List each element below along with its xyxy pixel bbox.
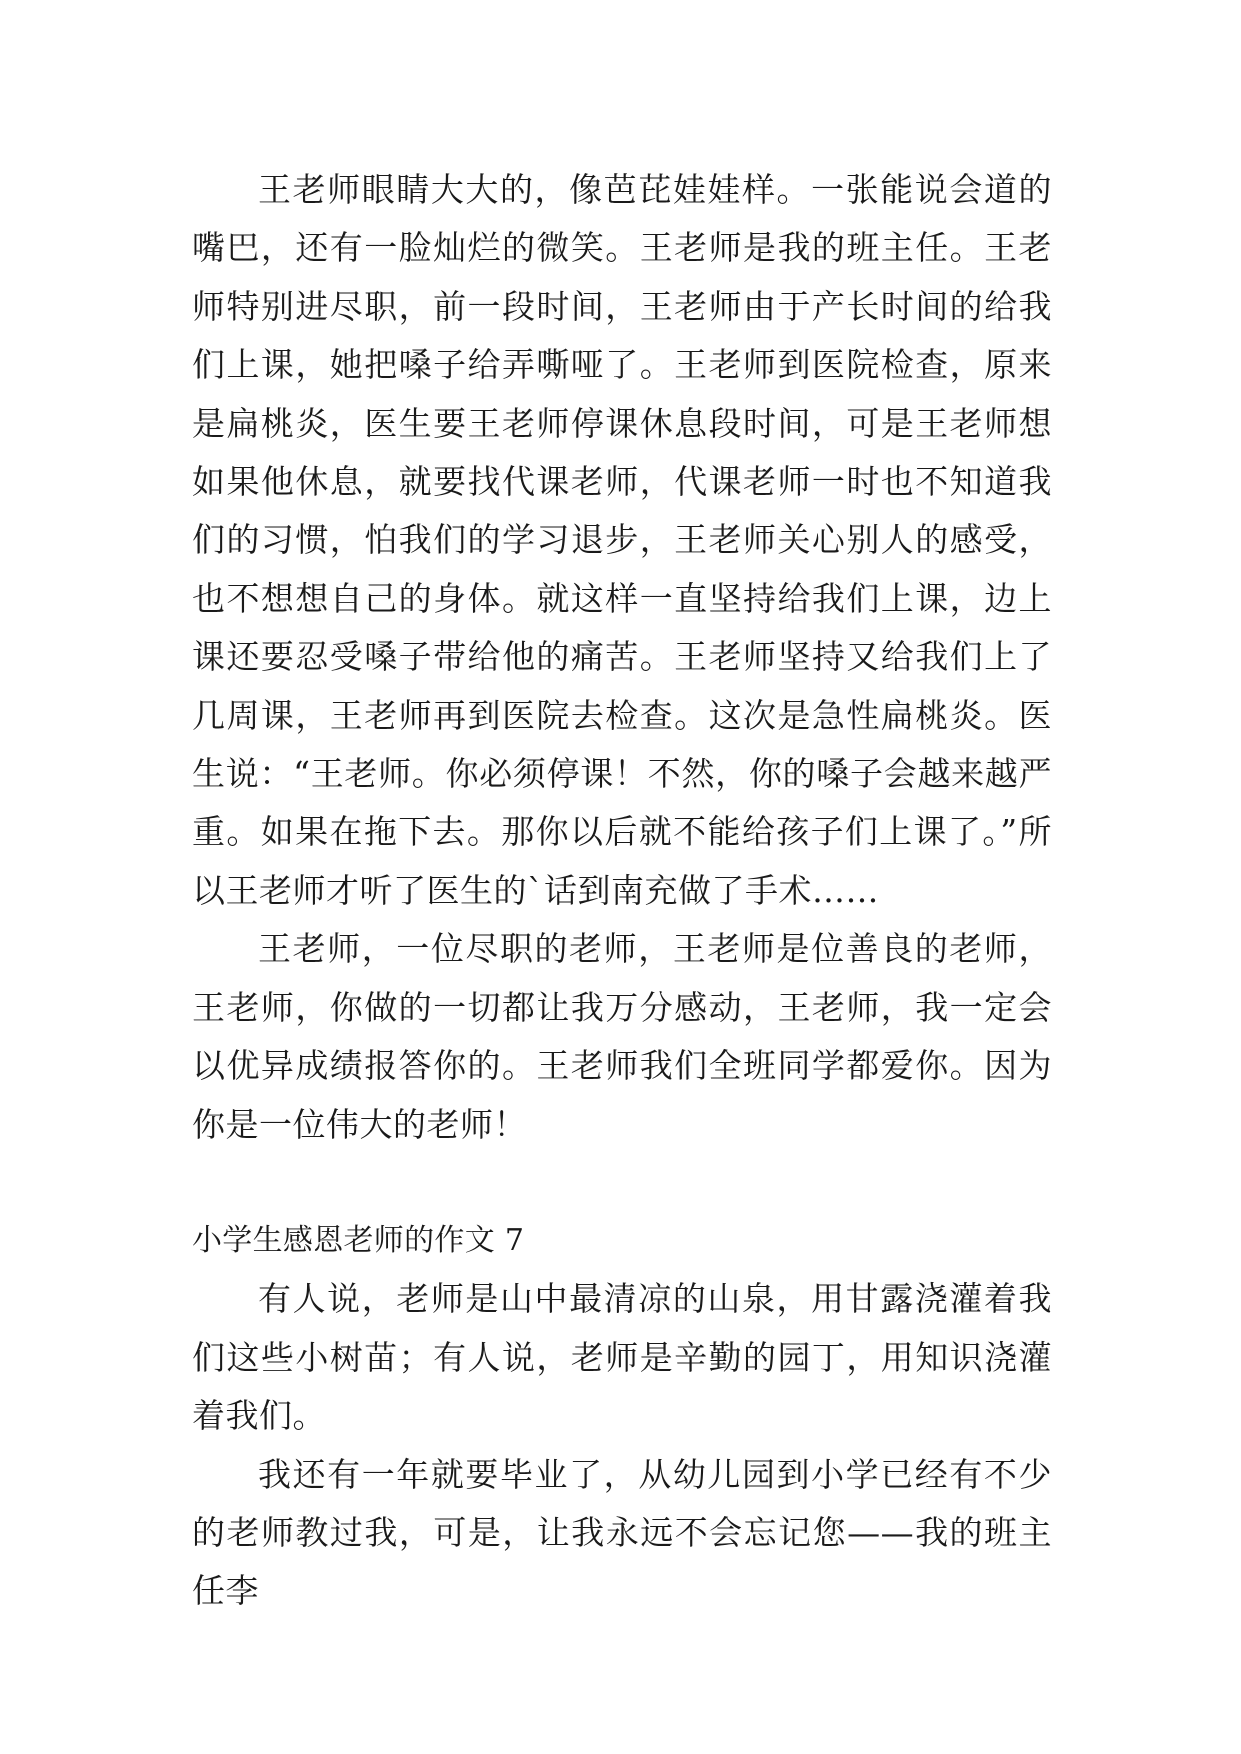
document-body xyxy=(192,161,1052,1621)
section-title: 小学生感恩老师的作文 7 xyxy=(192,1222,525,1258)
paragraph-teacher-wang-description: 王老师眼睛大大的，像芭芘娃娃样。一张能说会道的嘴巴，还有一脸灿烂的微笑。王老师是我的班主任。王老师特别进尽职，前一段时间，王老师由于产长时间的给我们上课，她把嗓子给弄嘶哑了。王老师到医院检查，原来是扁桃炎，医生要王老师停课休息段时间，可是王老师想如果他休息，就要找代课老师，代课老师一时也不知道我们的习惯，怕我们的学习退步，王老师关心别人的感受，也不想想自己的身体。就这样一直坚持给我们上课，边上课还要忍受嗓子带给他的痛苦。王老师坚持又给我们上了几周课，王老师再到医院去检查。这次是急性扁桃炎。医生说：“王老师。你必须停课！不然，你的嗓子会越来越严重。如果在拖下去。那你以后就不能给孩子们上课了。”所以王老师才听了医生的`话到南充做了手术…… xyxy=(192,170,1052,910)
paragraph-graduation: 我还有一年就要毕业了，从幼儿园到小学已经有不少的老师教过我，可是，让我永远不会忘记您——我的班主任李 xyxy=(192,1454,1052,1611)
paragraph-teacher-wang-tribute: 王老师，一位尽职的老师，王老师是位善良的老师，王老师，你做的一切都让我万分感动，王老师，我一定会以优异成绩报答你的。王老师我们全班同学都爱你。因为你是一位伟大的老师！ xyxy=(192,929,1052,1144)
paragraph-teacher-metaphor: 有人说，老师是山中最清凉的山泉，用甘露浇灌着我们这些小树苗；有人说，老师是辛勤的园丁，用知识浇灌着我们。 xyxy=(192,1279,1052,1436)
